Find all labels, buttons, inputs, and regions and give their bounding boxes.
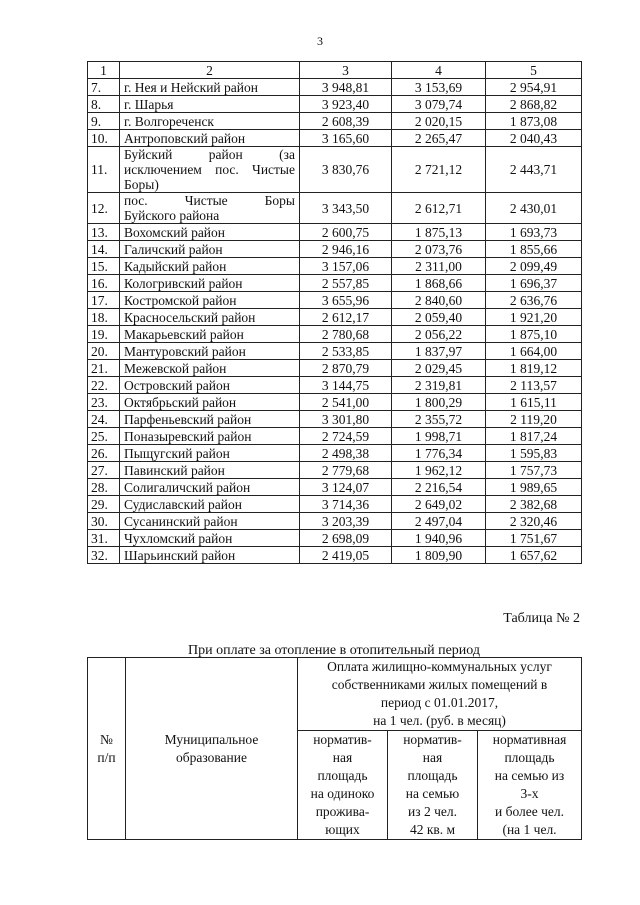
value-cell-col4: 2 029,45 [392, 360, 486, 377]
value-cell-col4: 1 868,66 [392, 275, 486, 292]
header-line: из 2 чел. [408, 804, 457, 819]
value-cell-col3: 3 144,75 [300, 377, 392, 394]
value-cell-col3: 2 612,17 [300, 309, 392, 326]
row-number-cell: 30. [88, 513, 120, 530]
row-number-cell: 31. [88, 530, 120, 547]
value-cell-col3: 3 124,07 [300, 479, 392, 496]
municipality-cell: Судиславский район [120, 496, 300, 513]
table-row [88, 394, 582, 411]
table-row [88, 309, 582, 326]
value-cell-col3: 3 165,60 [300, 130, 392, 147]
value-cell-col4: 1 962,12 [392, 462, 486, 479]
row-number-cell: 23. [88, 394, 120, 411]
row-number-cell: 20. [88, 343, 120, 360]
heating-payment-table [87, 657, 582, 840]
header-line: норматив- [403, 732, 462, 747]
row-number-cell: 27. [88, 462, 120, 479]
value-cell-col4: 2 073,76 [392, 241, 486, 258]
value-cell-col3: 3 923,40 [300, 96, 392, 113]
header-number-cell [88, 658, 126, 840]
value-cell-col5: 1 657,62 [486, 547, 582, 564]
value-cell-col4: 1 837,97 [392, 343, 486, 360]
row-number-cell: 26. [88, 445, 120, 462]
value-cell-col3: 2 780,68 [300, 326, 392, 343]
value-cell-col3: 2 541,00 [300, 394, 392, 411]
municipality-cell: г. Шарья [120, 96, 300, 113]
value-cell-col3: 2 724,59 [300, 428, 392, 445]
header-payment-line: Оплата жилищно-коммунальных услуг [327, 659, 552, 674]
row-number-cell: 25. [88, 428, 120, 445]
row-number-cell: 16. [88, 275, 120, 292]
header-number-line: п/п [97, 749, 116, 765]
municipality-cell: Парфеньевский район [120, 411, 300, 428]
row-number-cell: 21. [88, 360, 120, 377]
value-cell-col4: 2 265,47 [392, 130, 486, 147]
table-row [88, 224, 582, 241]
value-cell-col3: 2 533,85 [300, 343, 392, 360]
value-cell-col4: 2 319,81 [392, 377, 486, 394]
row-number-cell: 17. [88, 292, 120, 309]
value-cell-col5: 2 868,82 [486, 96, 582, 113]
value-cell-col5: 1 921,20 [486, 309, 582, 326]
column-number-cell: 4 [392, 62, 486, 79]
value-cell-col3: 3 714,36 [300, 496, 392, 513]
table-row [88, 326, 582, 343]
municipality-cell [120, 193, 300, 224]
header-municipality-cell [126, 658, 298, 840]
value-cell-col5: 1 751,67 [486, 530, 582, 547]
value-cell-col4: 1 875,13 [392, 224, 486, 241]
value-cell-col5: 1 989,65 [486, 479, 582, 496]
value-cell-col5: 2 636,76 [486, 292, 582, 309]
municipality-cell: Пыщугский район [120, 445, 300, 462]
value-cell-col3: 3 157,06 [300, 258, 392, 275]
value-cell-col5: 1 855,66 [486, 241, 582, 258]
header-number-line: № [100, 731, 113, 747]
value-cell-col5: 2 382,68 [486, 496, 582, 513]
header-line: на семью из [494, 768, 565, 783]
municipality-name-line: исключением пос. Чистые [124, 162, 295, 177]
municipality-cell: Поназыревский район [120, 428, 300, 445]
municipality-cell: Солигаличский район [120, 479, 300, 496]
header-payment-cell [298, 658, 582, 731]
row-number-cell: 13. [88, 224, 120, 241]
row-number-cell: 29. [88, 496, 120, 513]
municipality-cell: Костромской район [120, 292, 300, 309]
municipality-name-line: Боры) [124, 177, 159, 192]
header-line: нормативная [492, 732, 567, 747]
header-line: на одиноко [310, 786, 375, 801]
municipality-cell: Сусанинский район [120, 513, 300, 530]
value-cell-col3: 3 830,76 [300, 147, 392, 193]
value-cell-col3: 2 498,38 [300, 445, 392, 462]
header-line: площадь [317, 768, 368, 783]
header-family-of-two-cell [388, 731, 478, 840]
column-number-cell: 1 [88, 62, 120, 79]
value-cell-col3: 3 203,39 [300, 513, 392, 530]
municipality-name-line: Буйский район (за [124, 147, 295, 162]
value-cell-col4: 3 153,69 [392, 79, 486, 96]
value-cell-col3: 2 946,16 [300, 241, 392, 258]
value-cell-col5: 1 875,10 [486, 326, 582, 343]
municipality-name-line: Буйского района [124, 208, 220, 223]
row-number-cell: 7. [88, 79, 120, 96]
column-number-cell: 2 [120, 62, 300, 79]
municipality-cell: Галичский район [120, 241, 300, 258]
table-row [88, 479, 582, 496]
tariff-table [87, 61, 582, 564]
value-cell-col4: 2 056,22 [392, 326, 486, 343]
municipality-cell: Островский район [120, 377, 300, 394]
value-cell-col5: 1 615,11 [486, 394, 582, 411]
value-cell-col4: 1 809,90 [392, 547, 486, 564]
table-row [88, 530, 582, 547]
table-row [88, 193, 582, 224]
header-payment-line: собственниками жилых помещений в [331, 677, 548, 692]
value-cell-col5: 1 696,37 [486, 275, 582, 292]
value-cell-col3: 2 600,75 [300, 224, 392, 241]
row-number-cell: 28. [88, 479, 120, 496]
value-cell-col5: 1 873,08 [486, 113, 582, 130]
row-number-cell: 11. [88, 147, 120, 193]
value-cell-col5: 2 040,43 [486, 130, 582, 147]
table-row [88, 496, 582, 513]
table-row [88, 96, 582, 113]
row-number-cell: 24. [88, 411, 120, 428]
header-line: и более чел. [495, 804, 565, 819]
table-row [88, 275, 582, 292]
row-number-cell: 14. [88, 241, 120, 258]
header-line: ющих [325, 822, 360, 837]
table-row [88, 130, 582, 147]
value-cell-col3: 3 301,80 [300, 411, 392, 428]
row-number-cell: 22. [88, 377, 120, 394]
value-cell-col4: 1 776,34 [392, 445, 486, 462]
value-cell-col5: 2 099,49 [486, 258, 582, 275]
row-number-cell: 12. [88, 193, 120, 224]
value-cell-col4: 2 721,12 [392, 147, 486, 193]
value-cell-col4: 2 059,40 [392, 309, 486, 326]
table-row [88, 79, 582, 96]
value-cell-col5: 1 664,00 [486, 343, 582, 360]
value-cell-col5: 2 320,46 [486, 513, 582, 530]
municipality-cell: Антроповский район [120, 130, 300, 147]
header-line: ная [422, 750, 443, 765]
table-row [88, 113, 582, 130]
header-line: площадь [504, 750, 555, 765]
value-cell-col5: 1 819,12 [486, 360, 582, 377]
header-line: (на 1 чел. [502, 822, 557, 837]
municipality-cell: Мантуровский район [120, 343, 300, 360]
page-number: 3 [317, 34, 323, 48]
header-line: 3-х [520, 786, 539, 801]
value-cell-col4: 2 355,72 [392, 411, 486, 428]
value-cell-col4: 2 612,71 [392, 193, 486, 224]
row-number-cell: 32. [88, 547, 120, 564]
header-payment-line: на 1 чел. (руб. в месяц) [373, 713, 506, 728]
value-cell-col5: 1 595,83 [486, 445, 582, 462]
header-municipality-line: Муниципальное [164, 731, 259, 747]
value-cell-col5: 2 443,71 [486, 147, 582, 193]
value-cell-col4: 1 940,96 [392, 530, 486, 547]
value-cell-col3: 2 419,05 [300, 547, 392, 564]
value-cell-col3: 2 779,68 [300, 462, 392, 479]
value-cell-col3: 2 698,09 [300, 530, 392, 547]
value-cell-col5: 2 430,01 [486, 193, 582, 224]
header-line: норматив- [313, 732, 372, 747]
municipality-cell: Красносельский район [120, 309, 300, 326]
value-cell-col4: 1 998,71 [392, 428, 486, 445]
value-cell-col4: 2 020,15 [392, 113, 486, 130]
municipality-cell: Октябрьский район [120, 394, 300, 411]
value-cell-col5: 2 954,91 [486, 79, 582, 96]
value-cell-col3: 3 655,96 [300, 292, 392, 309]
value-cell-col3: 2 608,39 [300, 113, 392, 130]
table-header-row [88, 62, 582, 79]
table-row [88, 547, 582, 564]
table-row [88, 411, 582, 428]
row-number-cell: 19. [88, 326, 120, 343]
value-cell-col4: 2 311,00 [392, 258, 486, 275]
value-cell-col4: 1 800,29 [392, 394, 486, 411]
table-row [88, 377, 582, 394]
value-cell-col3: 2 557,85 [300, 275, 392, 292]
municipality-cell: Кадыйский район [120, 258, 300, 275]
header-family-of-three-cell [478, 731, 582, 840]
municipality-cell: г. Нея и Нейский район [120, 79, 300, 96]
table-row [88, 513, 582, 530]
table-row [88, 360, 582, 377]
column-number-cell: 3 [300, 62, 392, 79]
table-2-label: Таблица № 2 [503, 611, 580, 626]
table-row [88, 147, 582, 193]
value-cell-col4: 2 649,02 [392, 496, 486, 513]
municipality-cell: Чухломский район [120, 530, 300, 547]
table-row [88, 343, 582, 360]
municipality-cell: Межевской район [120, 360, 300, 377]
municipality-cell: г. Волгореченск [120, 113, 300, 130]
row-number-cell: 9. [88, 113, 120, 130]
row-number-cell: 18. [88, 309, 120, 326]
table-row [88, 462, 582, 479]
header-single-resident-cell [298, 731, 388, 840]
value-cell-col5: 1 693,73 [486, 224, 582, 241]
municipality-cell [120, 147, 300, 193]
row-number-cell: 15. [88, 258, 120, 275]
value-cell-col4: 2 840,60 [392, 292, 486, 309]
value-cell-col5: 1 757,73 [486, 462, 582, 479]
value-cell-col5: 2 113,57 [486, 377, 582, 394]
header-line: прожива- [315, 804, 370, 819]
table-row [88, 241, 582, 258]
header-line: ная [332, 750, 353, 765]
header-line: на семью [405, 786, 460, 801]
municipality-cell: Кологривский район [120, 275, 300, 292]
value-cell-col3: 3 343,50 [300, 193, 392, 224]
table-row [88, 428, 582, 445]
municipality-cell: Павинский район [120, 462, 300, 479]
value-cell-col4: 2 216,54 [392, 479, 486, 496]
table-row [88, 292, 582, 309]
municipality-name-line: пос. Чистые Боры [124, 193, 295, 208]
value-cell-col3: 3 948,81 [300, 79, 392, 96]
header-municipality-line: образование [176, 749, 247, 765]
header-payment-line: период с 01.01.2017, [380, 695, 499, 710]
value-cell-col4: 2 497,04 [392, 513, 486, 530]
header-line: 42 кв. м [409, 822, 456, 837]
value-cell-col5: 2 119,20 [486, 411, 582, 428]
value-cell-col4: 3 079,74 [392, 96, 486, 113]
table-row [88, 258, 582, 275]
value-cell-col5: 1 817,24 [486, 428, 582, 445]
row-number-cell: 8. [88, 96, 120, 113]
municipality-cell: Макарьевский район [120, 326, 300, 343]
table-row [88, 445, 582, 462]
table-2-title: При оплате за отопление в отопительный период [187, 643, 480, 658]
column-number-cell: 5 [486, 62, 582, 79]
row-number-cell: 10. [88, 130, 120, 147]
value-cell-col3: 2 870,79 [300, 360, 392, 377]
municipality-cell: Вохомский район [120, 224, 300, 241]
municipality-cell: Шарьинский район [120, 547, 300, 564]
header-line: площадь [407, 768, 458, 783]
